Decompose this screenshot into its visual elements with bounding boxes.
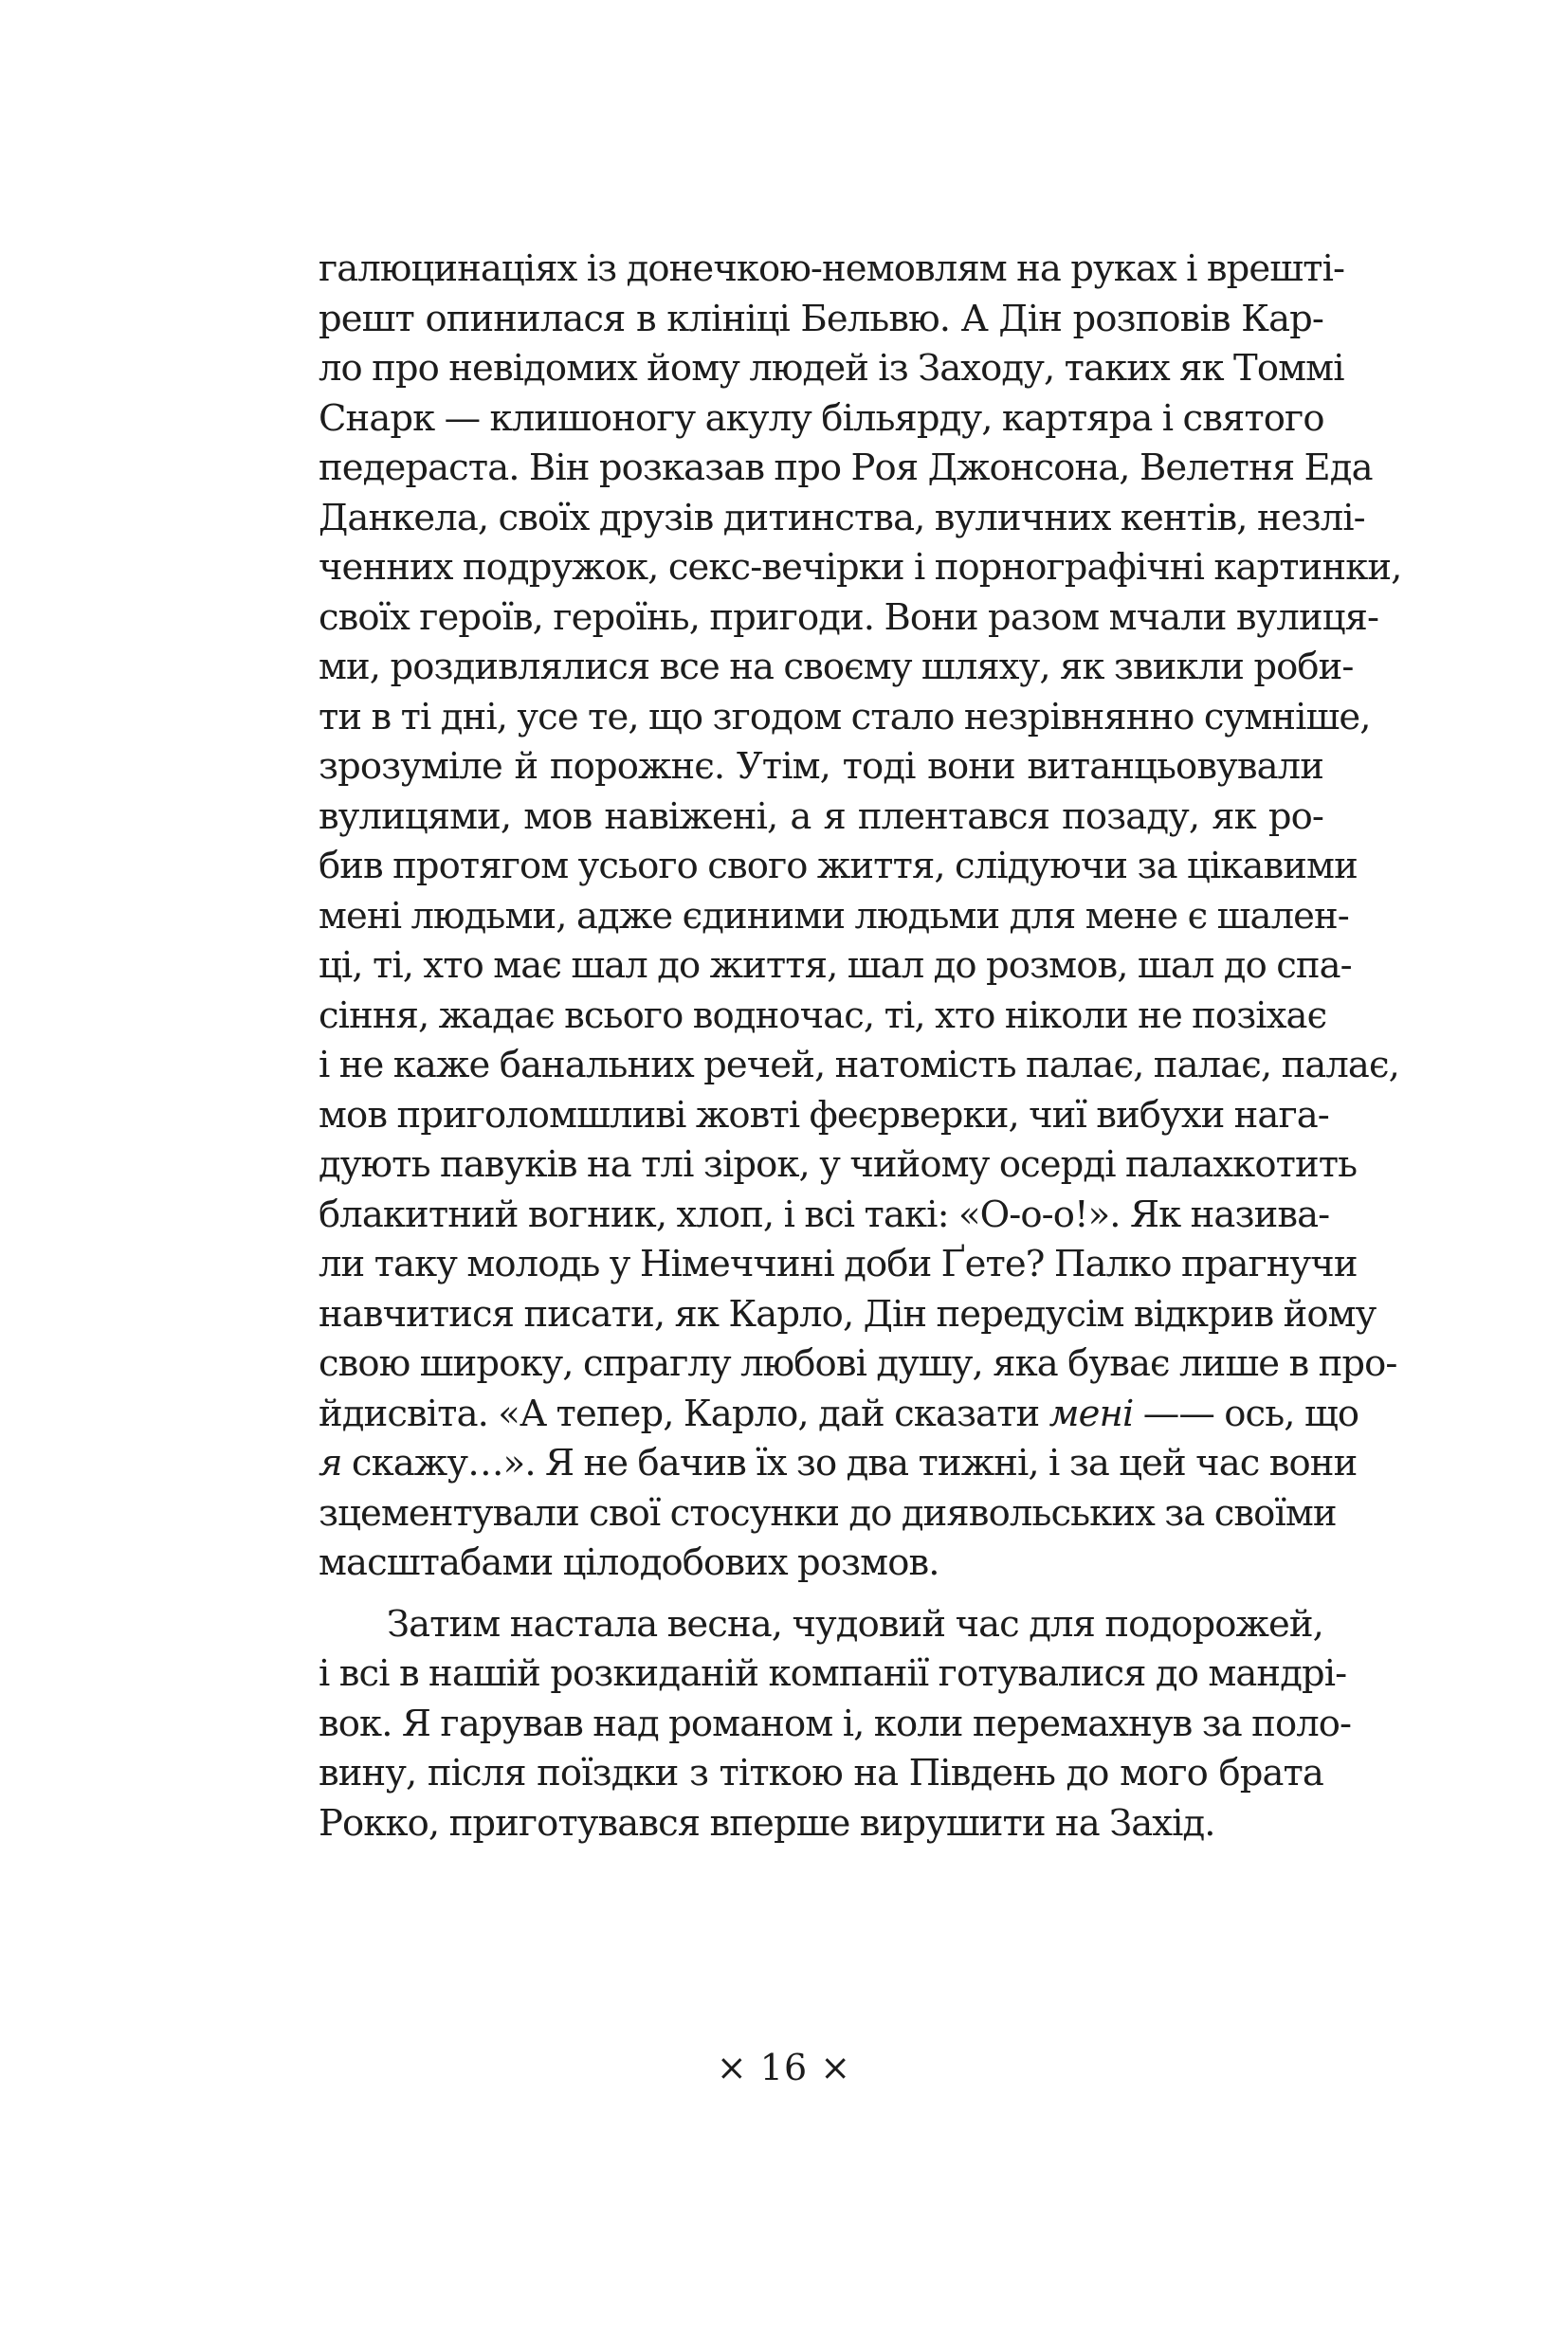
- text-line: вулицями, мов навіжені, а я плентався позаду, як ро-: [319, 794, 1323, 838]
- text-line: галюцинаціях із донечкою-немовлям на руках і врешті-: [319, 247, 1345, 290]
- text-line: Снарк — клишоногу акулу більярду, картяра і святого: [319, 396, 1324, 440]
- text-line: і всі в нашій розкиданій компанії готувалися до мандрі-: [319, 1652, 1347, 1695]
- text-line: вок. Я гарував над романом і, коли перемахнув за поло-: [319, 1702, 1352, 1745]
- text-line: ли таку молодь у Німеччині доби Ґете? Палко прагнучи: [319, 1243, 1358, 1285]
- italic-word: я: [319, 1442, 342, 1485]
- text-line: ти в ті дні, усе те, що згодом стало незрівнянно сумніше,: [319, 695, 1371, 738]
- text-run: йдисвіта. «А тепер, Карло, дай сказати: [319, 1392, 1049, 1435]
- text-line: мов приголомшливі жовті феєрверки, чиї вибухи нага-: [319, 1093, 1329, 1137]
- body-text: [319, 245, 1402, 1849]
- text-line: Данкела, своїх друзів дитинства, вуличних кентів, незлі-: [319, 496, 1365, 539]
- text-line: блакитний вогник, хлоп, і всі такі: «О-о-о!». Як назива-: [319, 1193, 1330, 1236]
- italic-word: мені: [1048, 1392, 1134, 1435]
- text-line: Рокко, приготувався вперше вирушити на Захід.: [319, 1801, 1215, 1845]
- text-line: свою широку, спраглу любові душу, яка буває лише в про-: [319, 1342, 1397, 1385]
- text-line: і не каже банальних речей, натомість палає, палає, палає,: [319, 1044, 1399, 1086]
- text-line: дують павуків на тлі зірок, у чийому осерді палахкотить: [319, 1143, 1358, 1186]
- text-line: зцементували свої стосунки до диявольських за своїми: [319, 1491, 1337, 1535]
- text-line: ченних подружок, секс-вечірки і порнографічні картинки,: [319, 546, 1402, 589]
- text-run: —— ось, що: [1133, 1392, 1359, 1435]
- text-line: мені людьми, адже єдиними людьми для мене є шален-: [319, 894, 1349, 938]
- text-line: решт опинилася в клініці Бельвю. А Дін розповів Кар-: [319, 297, 1323, 340]
- text-line: навчитися писати, як Карло, Дін передусім відкрив йому: [319, 1292, 1377, 1336]
- text-line: [319, 1390, 1359, 1440]
- text-line: [319, 1439, 1358, 1489]
- text-line: сіння, жадає всього водночас, ті, хто ніколи не позіхає: [319, 993, 1327, 1037]
- text-line: ло про невідомих йому людей із Заходу, таких як Томмі: [319, 347, 1344, 390]
- text-line: бив протягом усього свого життя, слідуючи за цікавими: [319, 845, 1358, 887]
- text-line: своїх героїв, героїнь, пригоди. Вони разом мчали вулиця-: [319, 595, 1379, 639]
- text-line: педераста. Він розказав про Роя Джонсона, Велетня Еда: [319, 446, 1373, 489]
- page-number: × 16 ×: [716, 2047, 852, 2088]
- text-line: вину, після поїздки з тіткою на Південь до мого брата: [319, 1752, 1323, 1794]
- text-line: ми, роздивлялися все на своєму шляху, як звикли роби-: [319, 646, 1354, 688]
- text-line: масштабами цілодобових розмов.: [319, 1541, 939, 1584]
- text-line: зрозуміле й порожнє. Утім, тоді вони витанцьовували: [319, 745, 1323, 788]
- text-line: ці, ті, хто має шал до життя, шал до розмов, шал до спа-: [319, 944, 1352, 987]
- paragraph-first-line: Затим настала весна, чудовий час для подорожей,: [387, 1602, 1323, 1646]
- text-run: скажу…». Я не бачив їх зо два тижні, і за цей час вони: [341, 1442, 1358, 1485]
